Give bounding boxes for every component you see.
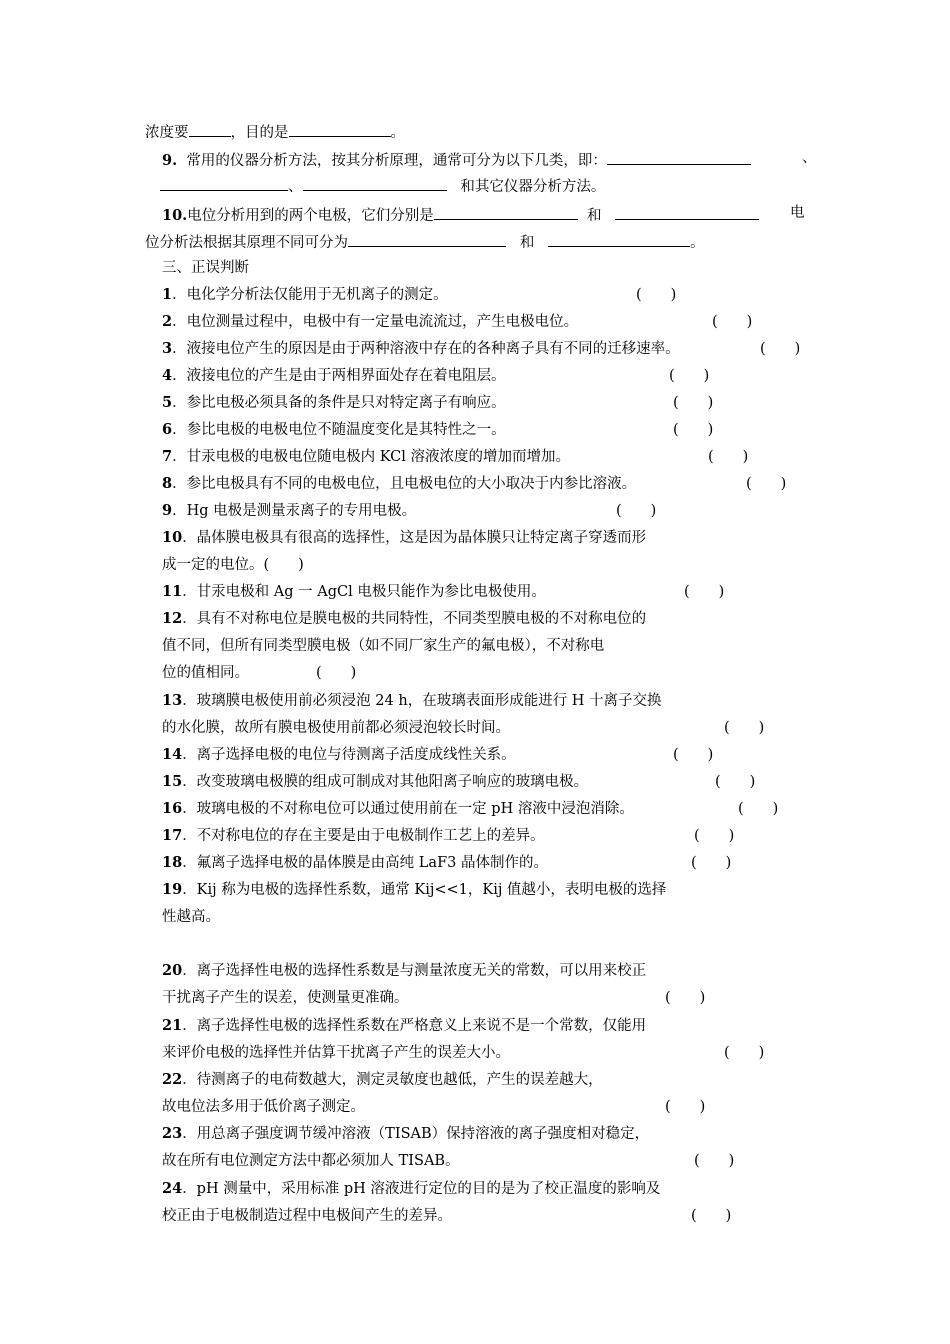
question-text: ．待测离子的电荷数越大，测定灵敏度也越低，产生的误差越大， [182, 1072, 603, 1088]
tf-question-21 [162, 1016, 646, 1036]
question-number: 6 [162, 421, 173, 438]
question-number: 18 [162, 854, 183, 871]
tf-question-3 [162, 339, 680, 359]
question-number: 2 [162, 313, 173, 330]
question-text: 故电位法多用于低价离子测定。 [162, 1099, 365, 1115]
question-number: 9 [162, 502, 173, 519]
tf-question-23 [162, 1124, 649, 1144]
question-text: ．晶体膜电极具有很高的选择性，这是因为晶体膜只让特定离子穿透而形 [182, 530, 647, 546]
question-text: ．pH 测量中，采用标准 pH 溶液进行定位的目的是为了校正温度的影响及 [182, 1181, 661, 1197]
fill-question-10 [162, 203, 759, 226]
question-text: 电位分析用到的两个电极，它们分别是 [187, 208, 434, 224]
answer-parentheses[interactable]: ( ) [684, 584, 725, 600]
question-number: 16 [162, 800, 183, 817]
fill-question-9-line2 [160, 174, 605, 197]
question-text: ．电化学分析法仅能用于无机离子的测定。 [172, 287, 448, 303]
question-text: 位的值相同。 [162, 665, 249, 681]
question-number: 21 [162, 1017, 183, 1034]
question-number: 10. [162, 207, 188, 224]
q8-continuation [145, 120, 405, 143]
answer-parentheses[interactable]: ( ) [673, 747, 714, 763]
question-text: 干扰离子产生的误差，使测量更准确。 [162, 990, 409, 1006]
answer-parentheses[interactable]: ( ) [616, 503, 657, 519]
question-text: 性越高。 [162, 909, 220, 925]
answer-parentheses[interactable]: ( ) [316, 665, 357, 681]
question-text: ．参比电极的电极电位不随温度变化是其特性之一。 [172, 422, 506, 438]
text: 电 [790, 205, 805, 221]
answer-parentheses[interactable]: ( ) [691, 855, 732, 871]
tf-question-2 [162, 312, 578, 332]
answer-parentheses[interactable]: ( ) [746, 476, 787, 492]
fill-question-10-line2 [145, 230, 705, 253]
question-text: ．氟离子选择电极的晶体膜是由高纯 LaF3 晶体制作的。 [182, 855, 548, 871]
tf-question-24 [162, 1179, 660, 1199]
tf-question-14 [162, 745, 516, 765]
question-number: 14 [162, 746, 183, 763]
answer-blank[interactable] [348, 230, 506, 247]
question-text: ．离子选择性电极的选择性系数是与测量浓度无关的常数，可以用来校正 [182, 963, 647, 979]
question-text: 常用的仪器分析方法，按其分析原理，通常可分为以下几类，即： [186, 153, 607, 169]
answer-blank[interactable] [615, 203, 759, 220]
answer-parentheses[interactable]: ( ) [673, 395, 714, 411]
answer-parentheses[interactable]: ( ) [669, 368, 710, 384]
question-number: 20 [162, 962, 183, 979]
answer-parentheses[interactable]: ( ) [715, 774, 756, 790]
question-text: ．参比电极必须具备的条件是只对特定离子有响应。 [172, 395, 506, 411]
question-text: ．液接电位产生的原因是由于两种溶液中存在的各种离子具有不同的迁移速率。 [172, 341, 680, 357]
question-text: ．用总离子强度调节缓冲溶液（TISAB）保持溶液的离子强度相对稳定， [182, 1126, 650, 1142]
question-text: 位分析法根据其原理不同可分为 [145, 235, 348, 251]
question-number: 12 [162, 610, 183, 627]
answer-parentheses[interactable]: ( ) [724, 720, 765, 736]
answer-blank[interactable] [289, 120, 391, 137]
question-number: 22 [162, 1071, 183, 1088]
question-text: 来评价电极的选择性并估算干扰离子产生的误差大小。 [162, 1045, 510, 1061]
text: 和 [519, 235, 535, 251]
tf-question-1 [162, 285, 448, 305]
tf-question-7 [162, 447, 570, 467]
answer-parentheses[interactable]: ( ) [691, 1208, 732, 1224]
section-title: 三、正误判断 [162, 260, 249, 276]
question-number: 7 [162, 448, 173, 465]
question-text: ．Hg 电极是测量汞离子的专用电极。 [172, 503, 417, 519]
tf-question-22 [162, 1070, 603, 1090]
question-number: 1 [162, 286, 173, 303]
answer-parentheses[interactable]: ( ) [712, 314, 753, 330]
question-text: ．离子选择电极的电位与待测离子活度成线性关系。 [182, 747, 516, 763]
question-number: 10 [162, 529, 183, 546]
question-number: 5 [162, 394, 173, 411]
answer-parentheses[interactable]: ( ) [760, 341, 801, 357]
text: 。 [690, 235, 705, 251]
question-number: 11 [162, 583, 183, 600]
tf-question-11 [162, 582, 546, 602]
answer-blank[interactable] [160, 174, 288, 191]
question-number: 13 [162, 692, 183, 709]
text: 浓度要 [145, 125, 189, 141]
answer-parentheses[interactable]: ( ) [694, 1153, 735, 1169]
answer-parentheses[interactable]: ( ) [665, 990, 706, 1006]
text: 和 [586, 208, 602, 224]
tf-question-16 [162, 799, 634, 819]
tf-question-12 [162, 609, 646, 629]
separator: 、 [288, 179, 303, 195]
question-text: 值不同，但所有同类型膜电极（如不同厂家生产的氟电极），不对称电 [162, 638, 605, 654]
question-text: ．玻璃膜电极使用前必须浸泡 24 h，在玻璃表面形成能进行 H 十离子交换 [182, 693, 662, 709]
separator: 、 [802, 150, 817, 166]
question-text: 校正由于电极制造过程中电极间产生的差异。 [162, 1208, 452, 1224]
tf-question-4 [162, 366, 506, 386]
tf-question-5 [162, 393, 506, 413]
tf-question-8 [162, 474, 636, 494]
question-number: 23 [162, 1125, 183, 1142]
answer-parentheses[interactable]: ( ) [738, 801, 779, 817]
tf-question-19 [162, 880, 666, 900]
question-number: 19 [162, 881, 183, 898]
answer-blank[interactable] [607, 148, 751, 165]
answer-parentheses[interactable]: ( ) [724, 1045, 765, 1061]
question-text: ．玻璃电极的不对称电位可以通过使用前在一定 pH 溶液中浸泡消除。 [182, 801, 634, 817]
answer-blank[interactable] [189, 120, 231, 137]
tf-question-13 [162, 691, 662, 711]
answer-parentheses[interactable]: ( ) [665, 1099, 706, 1115]
question-text: ．液接电位的产生是由于两相界面处存在着电阻层。 [172, 368, 506, 384]
question-number: 9. [162, 152, 178, 169]
answer-parentheses[interactable]: ( ) [636, 287, 677, 303]
answer-blank[interactable] [303, 174, 447, 191]
text: ，目的是 [230, 125, 289, 141]
question-text: ．离子选择性电极的选择性系数在严格意义上来说不是一个常数，仅能用 [182, 1018, 647, 1034]
answer-blank[interactable] [548, 230, 690, 247]
question-text: ．电位测量过程中，电极中有一定量电流流过，产生电极电位。 [172, 314, 579, 330]
question-number: 3 [162, 340, 173, 357]
question-text: 和其它仪器分析方法。 [460, 179, 606, 195]
tf-question-6 [162, 420, 506, 440]
tf-question-20 [162, 961, 646, 981]
question-text: ．参比电极具有不同的电极电位，且电极电位的大小取决于内参比溶液。 [172, 476, 637, 492]
text: 。 [390, 125, 405, 141]
tf-question-18 [162, 853, 548, 873]
question-text: ．甘汞电极和 Ag 一 AgCl 电极只能作为参比电极使用。 [182, 584, 546, 600]
question-number: 24 [162, 1180, 183, 1197]
tf-question-17 [162, 826, 545, 846]
question-text: 成一定的电位。( ) [162, 557, 304, 573]
question-number: 8 [162, 475, 173, 492]
answer-parentheses[interactable]: ( ) [673, 422, 714, 438]
question-number: 15 [162, 773, 183, 790]
question-text: ．改变玻璃电极膜的组成可制成对其他阳离子响应的玻璃电极。 [182, 774, 589, 790]
tf-question-9 [162, 501, 416, 521]
question-number: 4 [162, 367, 173, 384]
answer-blank[interactable] [434, 203, 578, 220]
tf-question-15 [162, 772, 588, 792]
question-text: ．甘汞电极的电极电位随电极内 KCl 溶液浓度的增加而增加。 [172, 449, 570, 465]
question-text: ．不对称电位的存在主要是由于电极制作工艺上的差异。 [182, 828, 545, 844]
question-text: ．具有不对称电位是膜电极的共同特性，不同类型膜电极的不对称电位的 [182, 611, 647, 627]
tf-question-10 [162, 528, 646, 548]
question-number: 17 [162, 827, 183, 844]
question-text: 故在所有电位测定方法中都必须加人 TISAB。 [162, 1153, 460, 1169]
fill-question-9 [162, 148, 812, 171]
answer-parentheses[interactable]: ( ) [694, 828, 735, 844]
question-text: ．Kij 称为电极的选择性系数，通常 Kij<<1，Kij 值越小，表明电极的选择 [182, 882, 667, 898]
answer-parentheses[interactable]: ( ) [708, 449, 749, 465]
question-text: 的水化膜，故所有膜电极使用前都必须浸泡较长时间。 [162, 720, 510, 736]
